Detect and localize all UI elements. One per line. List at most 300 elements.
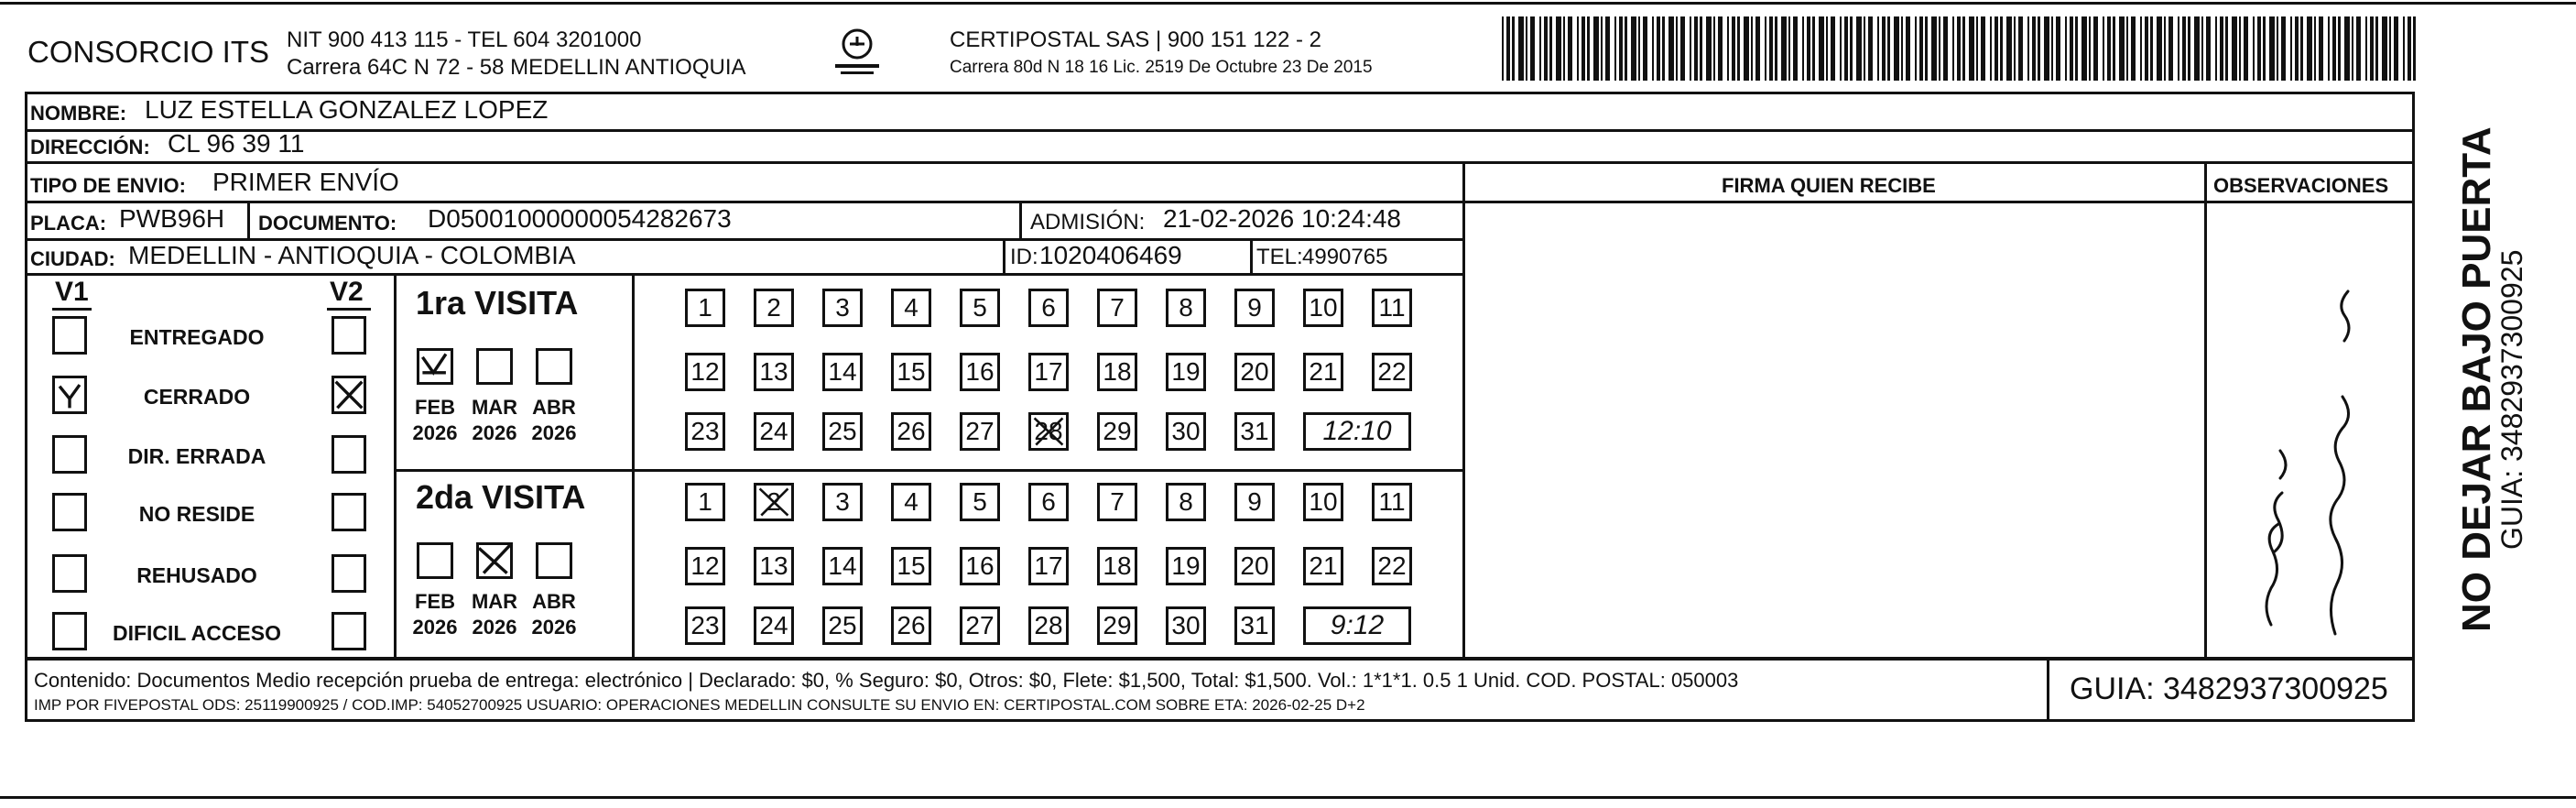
barcode-bar (1952, 16, 1954, 81)
divider (247, 201, 250, 239)
barcode-bar (1676, 16, 1678, 81)
barcode-bar (2332, 16, 2336, 81)
day-box[interactable] (1303, 547, 1343, 585)
barcode-bar (1668, 16, 1674, 81)
month-checkbox[interactable] (417, 348, 453, 385)
day-box[interactable] (822, 412, 863, 451)
barcode-bar (1744, 16, 1749, 81)
divider (25, 129, 2415, 132)
barcode-bar (2382, 16, 2387, 81)
barcode-bar (1657, 16, 1660, 81)
day-box[interactable] (891, 289, 931, 327)
barcode-bar (2131, 16, 2136, 81)
day-number: 4 (904, 487, 918, 516)
barcode-bar (2178, 16, 2179, 81)
barcode-bar (1506, 16, 1510, 81)
v2-checkbox[interactable] (332, 554, 366, 593)
day-box[interactable] (685, 483, 725, 521)
barcode-bar (2051, 16, 2053, 81)
no-dejar-label: NO DEJAR BAJO PUERTA (2454, 126, 2499, 632)
day-box[interactable] (754, 606, 794, 645)
barcode-bar (2277, 16, 2278, 81)
barcode-bar (2215, 16, 2217, 81)
day-number: 2 (766, 293, 781, 322)
barcode-bar (1868, 16, 1873, 81)
status-label: CERRADO (143, 385, 251, 409)
day-box[interactable] (960, 289, 1000, 327)
day-number: 15 (897, 551, 926, 580)
day-number: 9 (1247, 487, 1262, 516)
day-number: 10 (1309, 487, 1338, 516)
barcode-bar (2014, 16, 2016, 81)
day-box[interactable] (754, 289, 794, 327)
day-number: 26 (897, 611, 926, 639)
month-checkbox[interactable] (476, 348, 513, 385)
documento-value: D05001000000054282673 (428, 204, 732, 233)
day-box[interactable] (1166, 353, 1206, 391)
day-number: 21 (1309, 357, 1338, 386)
day-number: 28 (1034, 611, 1063, 639)
barcode-bar (1614, 16, 1616, 81)
v1-header: V1 (55, 277, 89, 307)
barcode-bar (1694, 16, 1698, 81)
day-number: 14 (828, 551, 857, 580)
day-number: 1 (698, 487, 712, 516)
barcode-bar (1775, 16, 1777, 81)
certipostal-line: CERTIPOSTAL SAS | 900 151 122 - 2 (950, 27, 1321, 52)
nombre-label: NOMBRE: (30, 102, 127, 125)
day-box[interactable] (1028, 412, 1069, 451)
day-box[interactable] (1234, 483, 1275, 521)
barcode-bar (2370, 16, 2374, 81)
direccion-value: CL 96 39 11 (168, 129, 305, 158)
day-box[interactable] (1303, 353, 1343, 391)
documento-label: DOCUMENTO: (258, 212, 397, 235)
side-guia: GUIA: 3482937300925 (2495, 249, 2528, 550)
day-box[interactable] (1166, 606, 1206, 645)
day-number: 29 (1103, 611, 1132, 639)
day-number: 17 (1034, 551, 1063, 580)
barcode-bar (1518, 16, 1524, 81)
barcode-bar (1662, 16, 1665, 81)
barcode-bar (1512, 16, 1515, 81)
day-box[interactable] (754, 412, 794, 451)
divider (1250, 239, 1253, 274)
barcode-bar (2389, 16, 2391, 81)
barcode-bar (2000, 16, 2003, 81)
barcode-bar (2157, 16, 2162, 81)
day-number: 25 (828, 417, 857, 445)
tipo-label: TIPO DE ENVIO: (30, 174, 186, 197)
barcode-bar (1751, 16, 1753, 81)
day-box[interactable] (1372, 483, 1412, 521)
barcode-bar (1931, 16, 1937, 81)
barcode-bar (1812, 16, 1815, 81)
day-box[interactable] (1234, 353, 1275, 391)
day-box[interactable] (960, 412, 1000, 451)
day-number: 8 (1179, 487, 1193, 516)
month-checkbox[interactable] (476, 542, 513, 579)
day-number: 31 (1240, 417, 1269, 445)
barcode-bar (2403, 16, 2405, 81)
barcode-bar (2145, 16, 2148, 81)
day-number: 15 (897, 357, 926, 386)
day-box[interactable] (1097, 547, 1137, 585)
barcode-bar (1643, 16, 1647, 81)
day-box[interactable] (1234, 606, 1275, 645)
month-checkbox[interactable] (536, 348, 572, 385)
day-number: 29 (1103, 417, 1132, 445)
barcode-bar (2038, 16, 2040, 81)
day-cross-mark (1031, 415, 1066, 448)
barcode-bar (1826, 16, 1828, 81)
day-box[interactable] (1303, 483, 1343, 521)
barcode-bar (2093, 16, 2098, 81)
day-box[interactable] (822, 547, 863, 585)
status-label: REHUSADO (136, 563, 257, 587)
barcode-bar (1887, 16, 1890, 81)
tel-value: 4990765 (1302, 245, 1388, 269)
barcode-bar (1549, 16, 1552, 81)
day-number: 8 (1179, 293, 1193, 322)
day-number: 31 (1240, 611, 1269, 639)
barcode-bar (2281, 16, 2286, 81)
barcode-bar (1807, 16, 1810, 81)
day-box[interactable] (1303, 289, 1343, 327)
day-number: 19 (1171, 357, 1201, 386)
day-number: 30 (1171, 611, 1201, 639)
day-number: 23 (690, 611, 720, 639)
bottom-border (0, 796, 2576, 799)
day-box[interactable] (685, 547, 725, 585)
day-number: 20 (1240, 357, 1269, 386)
id-value: 1020406469 (1039, 241, 1182, 269)
barcode-bar (1700, 16, 1702, 81)
day-number: 16 (965, 551, 995, 580)
barcode-bar (2319, 16, 2323, 81)
day-box[interactable] (1166, 289, 1206, 327)
v2-checkbox[interactable] (332, 493, 366, 531)
barcode-bar (2307, 16, 2312, 81)
month-year: 2026 (531, 421, 577, 444)
barcode-bar (1727, 16, 1729, 81)
day-box[interactable] (1372, 289, 1412, 327)
status-label: DIFICIL ACCESO (112, 621, 281, 645)
day-number: 22 (1377, 551, 1407, 580)
barcode-bar (2126, 16, 2128, 81)
barcode-bar (2295, 16, 2299, 81)
barcode-bar (1901, 16, 1903, 81)
barcode-bar (1943, 16, 1948, 81)
day-number: 9 (1247, 293, 1262, 322)
footer-contenido: Contenido: Documentos Medio recepción prueba de entrega: electrónico | Declarado: $0, % Seguro: $0, Otros: $0, Flete: $1,500, Total: $1,500. Vol.: 1*1*1. 0.5 1 Unid. COD. POSTAL: 050003 (34, 669, 1739, 692)
barcode-bar (1844, 16, 1848, 81)
day-box[interactable] (1097, 412, 1137, 451)
month-checkbox[interactable] (417, 542, 453, 579)
visit-title: 2da VISITA (416, 478, 586, 516)
divider (327, 308, 371, 311)
day-number: 27 (965, 611, 995, 639)
barcode-bar (1864, 16, 1865, 81)
day-box[interactable] (960, 606, 1000, 645)
day-number: 23 (690, 417, 720, 445)
day-box[interactable] (685, 353, 725, 391)
barcode-bar (1530, 16, 1535, 81)
v2-checkbox[interactable] (332, 376, 366, 414)
day-number: 21 (1309, 551, 1338, 580)
day-box[interactable] (1166, 547, 1206, 585)
day-number: 18 (1103, 357, 1132, 386)
day-number: 30 (1171, 417, 1201, 445)
barcode-bar (1737, 16, 1740, 81)
admision-label: ADMISIÓN: (1030, 210, 1146, 235)
nit-line: NIT 900 413 115 - TEL 604 3201000 (287, 27, 642, 52)
nombre-value: LUZ ESTELLA GONZALEZ LOPEZ (145, 95, 549, 124)
certipostal-logo (833, 26, 881, 81)
barcode-bar (1976, 16, 1978, 81)
barcode-bar (1563, 16, 1565, 81)
day-box[interactable] (1372, 547, 1412, 585)
barcode-bar (2352, 16, 2353, 81)
ciudad-value: MEDELLIN - ANTIOQUIA - COLOMBIA (128, 241, 576, 269)
day-box[interactable] (754, 483, 794, 521)
divider (394, 275, 397, 660)
barcode (1502, 16, 2422, 81)
day-box[interactable] (822, 483, 863, 521)
day-number: 27 (965, 417, 995, 445)
day-number: 11 (1378, 487, 1406, 516)
day-box[interactable] (1097, 483, 1137, 521)
day-box[interactable] (891, 412, 931, 451)
visit-time[interactable]: 9:12 (1303, 606, 1411, 645)
barcode-bar (1802, 16, 1804, 81)
barcode-bar (1957, 16, 1961, 81)
barcode-bar (1915, 16, 1917, 81)
barcode-bar (2206, 16, 2211, 81)
status-label: DIR. ERRADA (127, 444, 266, 468)
barcode-bar (2244, 16, 2248, 81)
barcode-bar (1690, 16, 1691, 81)
day-box[interactable] (822, 606, 863, 645)
barcode-bar (1539, 16, 1541, 81)
barcode-bar (2119, 16, 2125, 81)
day-box[interactable] (1028, 353, 1069, 391)
barcode-bar (2253, 16, 2255, 81)
divider (25, 161, 2415, 164)
v2-checkbox[interactable] (332, 316, 366, 355)
barcode-bar (2107, 16, 2111, 81)
barcode-bar (2164, 16, 2166, 81)
day-box[interactable] (1097, 606, 1137, 645)
barcode-bar (2257, 16, 2261, 81)
visit-title: 1ra VISITA (416, 284, 579, 322)
barcode-bar (2300, 16, 2303, 81)
barcode-bar (2044, 16, 2049, 81)
barcode-bar (2182, 16, 2186, 81)
divider (1019, 201, 1022, 239)
month-year: 2026 (412, 616, 458, 639)
barcode-bar (2168, 16, 2173, 81)
barcode-bar (2314, 16, 2316, 81)
day-number: 13 (759, 357, 788, 386)
barcode-bar (2103, 16, 2104, 81)
barcode-bar (1631, 16, 1636, 81)
tipo-value: PRIMER ENVÍO (212, 168, 399, 196)
day-box[interactable] (1028, 289, 1069, 327)
barcode-bar (1706, 16, 1712, 81)
day-box[interactable] (891, 547, 931, 585)
day-box[interactable] (685, 289, 725, 327)
footer-guia: GUIA: 3482937300925 (2070, 672, 2388, 706)
day-box[interactable] (1372, 353, 1412, 391)
barcode-bar (1962, 16, 1965, 81)
day-box[interactable] (1028, 547, 1069, 585)
day-number: 26 (897, 417, 926, 445)
day-box[interactable] (960, 353, 1000, 391)
barcode-bar (1831, 16, 1835, 81)
barcode-bar (1544, 16, 1548, 81)
day-box[interactable] (685, 412, 725, 451)
barcode-bar (2188, 16, 2190, 81)
barcode-bar (1877, 16, 1879, 81)
barcode-bar (1906, 16, 1910, 81)
barcode-bar (1850, 16, 1853, 81)
barcode-bar (2394, 16, 2398, 81)
month-year: 2026 (531, 616, 577, 639)
certipostal-address: Carrera 80d N 18 16 Lic. 2519 De Octubre 23 De 2015 (950, 58, 1373, 77)
barcode-bar (2239, 16, 2241, 81)
day-box[interactable] (1166, 483, 1206, 521)
day-number: 6 (1041, 293, 1056, 322)
day-number: 3 (835, 293, 850, 322)
barcode-bar (2089, 16, 2091, 81)
barcode-bar (1652, 16, 1654, 81)
day-number: 16 (965, 357, 995, 386)
v2-checkbox[interactable] (332, 435, 366, 474)
divider (394, 469, 1464, 472)
barcode-bar (2150, 16, 2153, 81)
barcode-bar (2075, 16, 2078, 81)
signature-area[interactable] (1465, 203, 2203, 660)
barcode-bar (2338, 16, 2341, 81)
barcode-bar (2344, 16, 2350, 81)
barcode-bar (2290, 16, 2292, 81)
v2-checkbox[interactable] (332, 612, 366, 650)
barcode-bar (1713, 16, 1715, 81)
barcode-bar (1577, 16, 1579, 81)
day-box[interactable] (1028, 606, 1069, 645)
day-number: 5 (973, 293, 987, 322)
day-box[interactable] (1234, 412, 1275, 451)
day-box[interactable] (960, 483, 1000, 521)
barcode-bar (2140, 16, 2142, 81)
day-box[interactable] (685, 606, 725, 645)
barcode-bar (1856, 16, 1862, 81)
day-number: 7 (1110, 487, 1125, 516)
firma-header: FIRMA QUIEN RECIBE (1722, 174, 1936, 197)
barcode-bar (1526, 16, 1527, 81)
month-name: ABR (532, 396, 576, 419)
day-number: 1 (698, 293, 712, 322)
day-box[interactable] (1097, 289, 1137, 327)
divider (1003, 239, 1005, 274)
barcode-bar (1625, 16, 1627, 81)
barcode-bar (1769, 16, 1773, 81)
barcode-bar (2006, 16, 2012, 81)
barcode-bar (1581, 16, 1585, 81)
barcode-bar (2365, 16, 2367, 81)
day-box[interactable] (1234, 289, 1275, 327)
barcode-bar (2081, 16, 2087, 81)
divider (52, 308, 92, 311)
barcode-bar (1939, 16, 1940, 81)
day-box[interactable] (891, 606, 931, 645)
barcode-bar (1587, 16, 1590, 81)
barcode-bar (1981, 16, 1985, 81)
barcode-bar (2269, 16, 2275, 81)
day-box[interactable] (754, 547, 794, 585)
barcode-bar (2225, 16, 2228, 81)
day-number: 12 (690, 551, 720, 580)
barcode-bar (2201, 16, 2203, 81)
barcode-bar (1568, 16, 1572, 81)
day-box[interactable] (1097, 353, 1137, 391)
month-year: 2026 (412, 421, 458, 444)
tel-label: TEL: (1256, 245, 1303, 269)
day-cross-mark (756, 486, 791, 519)
v2-header: V2 (330, 277, 364, 307)
day-number: 24 (759, 417, 788, 445)
day-box[interactable] (1028, 483, 1069, 521)
barcode-bar (1882, 16, 1886, 81)
day-box[interactable] (1234, 547, 1275, 585)
observaciones-handwriting (2207, 203, 2414, 660)
day-box[interactable] (1166, 412, 1206, 451)
day-box[interactable] (822, 353, 863, 391)
day-box[interactable] (960, 547, 1000, 585)
barcode-bar (1680, 16, 1685, 81)
month-name: MAR (471, 590, 518, 613)
visit-time[interactable]: 12:10 (1303, 412, 1411, 451)
barcode-bar (2413, 16, 2416, 81)
day-box[interactable] (891, 483, 931, 521)
barcode-bar (1605, 16, 1610, 81)
day-number: 6 (1041, 487, 1056, 516)
status-label: NO RESIDE (138, 502, 255, 526)
day-box[interactable] (754, 353, 794, 391)
barcode-bar (1793, 16, 1798, 81)
day-number: 4 (904, 293, 918, 322)
barcode-bar (2232, 16, 2237, 81)
barcode-bar (2328, 16, 2330, 81)
divider (2047, 658, 2049, 722)
day-number: 14 (828, 357, 857, 386)
status-label: ENTREGADO (129, 325, 265, 349)
day-box[interactable] (822, 289, 863, 327)
month-name: FEB (415, 396, 455, 419)
barcode-bar (2263, 16, 2266, 81)
barcode-bar (2070, 16, 2073, 81)
barcode-bar (2408, 16, 2411, 81)
day-number: 3 (835, 487, 850, 516)
day-box[interactable] (891, 353, 931, 391)
id-label: ID: (1010, 245, 1038, 269)
barcode-bar (2027, 16, 2029, 81)
month-checkbox[interactable] (536, 542, 572, 579)
admision-value: 21-02-2026 10:24:48 (1163, 204, 1401, 233)
day-number: 10 (1309, 293, 1338, 322)
barcode-bar (1718, 16, 1723, 81)
